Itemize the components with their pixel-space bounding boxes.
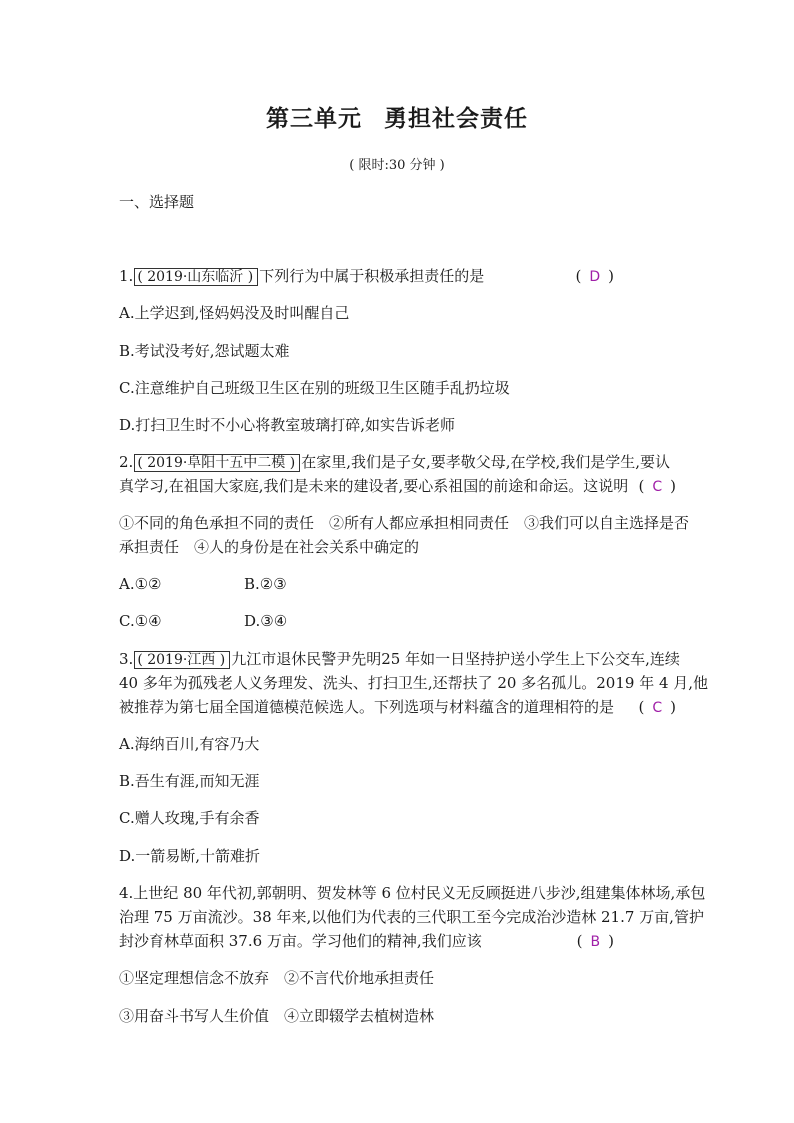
source-badge: ( 2019·山东临沂 ) (134, 268, 258, 286)
option-row (119, 574, 679, 594)
question-2-stem: 2. ( 2019·阜阳十五中二模 ) 在家里,我们是子女,要孝敬父母,在学校,我们是学生,要认 (119, 453, 671, 471)
answer-letter: D (589, 269, 601, 285)
section-heading: 一、选择题 (119, 193, 195, 211)
answer-letter: C (652, 700, 663, 716)
option-a: A.①② (119, 575, 162, 593)
page-title: 第三单元 勇担社会责任 (266, 105, 528, 132)
option-c: C.①④ (119, 612, 162, 630)
answer-letter: B (590, 934, 601, 950)
question-1-stem: 1. ( 2019·山东临沂 ) 下列行为中属于积极承担责任的是 ( D ) (119, 267, 614, 285)
answer-bracket: ( C ) (638, 698, 676, 716)
answer-bracket: ( C ) (638, 477, 676, 495)
question-4-stem-cont: 治理 75 万亩流沙。38 年来,以他们为代表的三代职工至今完成治沙造林 21.7 万亩,管护 (119, 908, 704, 926)
option-a: A.上学迟到,怪妈妈没及时叫醒自己 (119, 304, 350, 322)
option-c: C.注意维护自己班级卫生区在别的班级卫生区随手乱扔垃圾 (119, 379, 510, 397)
option-d: D.一箭易断,十箭难折 (119, 847, 261, 865)
statement-line: ③用奋斗书写人生价值 ④立即辍学去植树造林 (119, 1007, 435, 1025)
option-a: A.海纳百川,有容乃大 (119, 735, 260, 753)
answer-bracket: ( D ) (575, 267, 614, 285)
option-c: C.赠人玫瑰,手有余香 (119, 809, 260, 827)
question-4-stem: 4.上世纪 80 年代初,郭朝明、贺发林等 6 位村民义无反顾挺进八步沙,组建集体林场,承包 (119, 884, 706, 902)
time-limit: ( 限时:30 分钟 ) (349, 158, 445, 173)
source-badge: ( 2019·阜阳十五中二模 ) (134, 454, 300, 472)
question-4-stem-cont: 封沙育林草面积 37.6 万亩。学习他们的精神,我们应该 ( B ) (119, 932, 614, 950)
answer-bracket: ( B ) (576, 932, 614, 950)
option-d: D.③④ (244, 612, 288, 630)
statement-line: 承担责任 ④人的身份是在社会关系中确定的 (119, 538, 420, 556)
question-3-stem-cont: 40 多年为孤残老人义务理发、洗头、打扫卫生,还帮扶了 20 多名孤儿。2019 年 4 月,他 (119, 674, 709, 692)
statement-line: ①不同的角色承担不同的责任 ②所有人都应承担相同责任 ③我们可以自主选择是否 (119, 514, 690, 532)
option-b: B.考试没考好,怨试题太难 (119, 342, 290, 360)
statement-line: ①坚定理想信念不放弃 ②不言代价地承担责任 (119, 969, 435, 987)
question-3-stem-cont: 被推荐为第七届全国道德模范候选人。下列选项与材料蕴含的道理相符的是 ( C ) (119, 698, 676, 716)
question-2-stem-cont: 真学习,在祖国大家庭,我们是未来的建设者,要心系祖国的前途和命运。这说明 ( C ) (119, 477, 676, 495)
option-b: B.吾生有涯,而知无涯 (119, 772, 260, 790)
option-row (119, 611, 679, 631)
source-badge: ( 2019·江西 ) (134, 651, 230, 669)
answer-letter: C (652, 479, 663, 495)
question-3-stem: 3. ( 2019·江西 ) 九江市退休民警尹先明25 年如一日坚持护送小学生上下公交车,连续 (119, 650, 680, 668)
option-d: D.打扫卫生时不小心将教室玻璃打碎,如实告诉老师 (119, 416, 456, 434)
option-b: B.②③ (244, 575, 287, 593)
